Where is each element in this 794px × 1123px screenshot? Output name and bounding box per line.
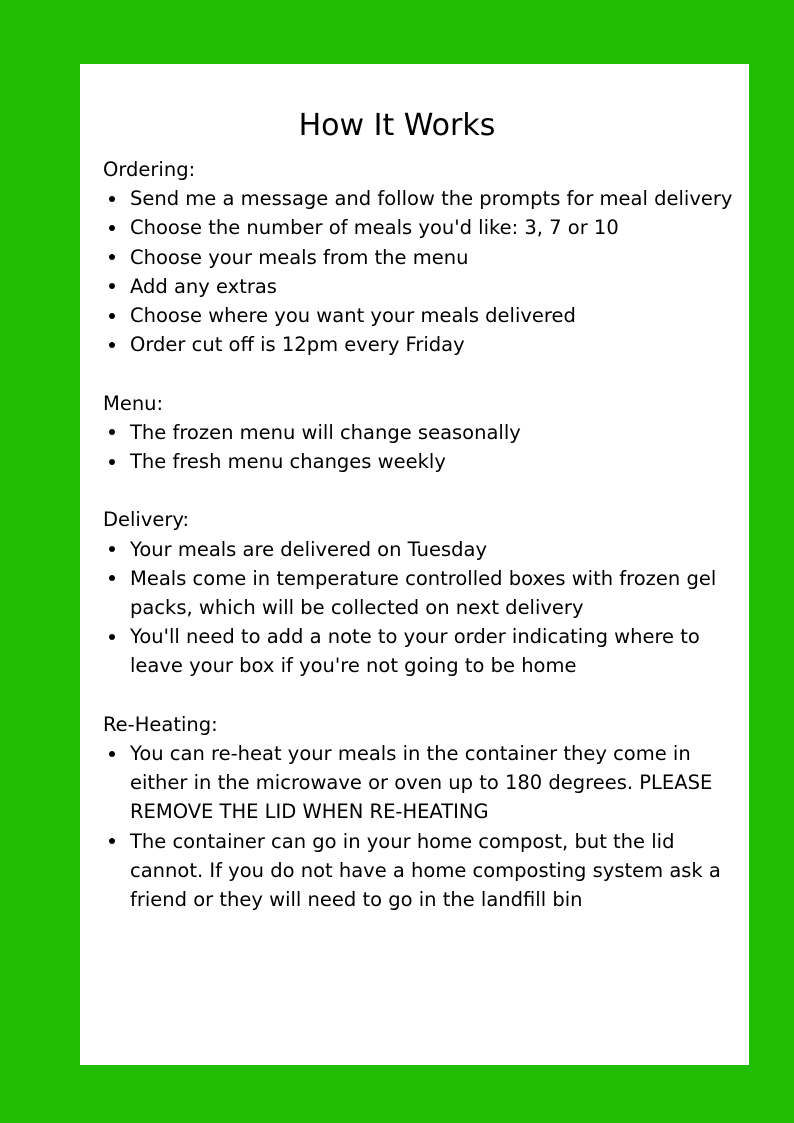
list-item-text: Choose the number of meals you'd like: 3, 7 or 10 bbox=[130, 216, 619, 240]
page-title: How It Works bbox=[298, 108, 496, 143]
list-item-text: Meals come in temperature controlled boxes with frozen gel packs, which will be collected on next delivery bbox=[130, 566, 717, 620]
delivery-list bbox=[103, 535, 733, 681]
list-item bbox=[103, 535, 733, 564]
list-item-text: Add any extras bbox=[130, 274, 277, 298]
list-item-text: Send me a message and follow the prompts for meal delivery bbox=[130, 187, 733, 211]
section-heading-reheating: Re-Heating: bbox=[103, 712, 218, 736]
content bbox=[103, 155, 733, 943]
bullet-icon bbox=[109, 283, 115, 289]
bullet-icon bbox=[109, 546, 115, 552]
section-ordering bbox=[103, 155, 733, 359]
menu-list bbox=[103, 418, 733, 476]
list-item bbox=[103, 213, 733, 242]
list-item-text: You'll need to add a note to your order indicating where to leave your box if you're not going to be home bbox=[130, 625, 700, 678]
list-item-text: The frozen menu will change seasonally bbox=[130, 420, 521, 444]
section-heading-menu: Menu: bbox=[103, 391, 164, 415]
list-item bbox=[103, 418, 733, 447]
list-item bbox=[103, 301, 733, 330]
bullet-icon bbox=[109, 429, 115, 435]
list-item bbox=[103, 827, 733, 915]
bullet-icon bbox=[109, 459, 115, 465]
section-menu bbox=[103, 389, 733, 477]
list-item bbox=[103, 243, 733, 272]
list-item bbox=[103, 184, 733, 213]
list-item bbox=[103, 272, 733, 301]
list-item bbox=[103, 739, 733, 827]
ordering-list bbox=[103, 184, 733, 359]
bullet-icon bbox=[109, 342, 115, 348]
bullet-icon bbox=[109, 254, 115, 260]
reheating-list bbox=[103, 739, 733, 914]
list-item-text: You can re-heat your meals in the container they come in either in the microwave or oven up to 180 degrees. PLEASE REMOVE THE LID WHEN RE-HEATING bbox=[130, 742, 713, 824]
bullet-icon bbox=[109, 313, 115, 319]
bullet-icon bbox=[109, 225, 115, 231]
bullet-icon bbox=[109, 196, 115, 202]
list-item bbox=[103, 622, 733, 680]
list-item-text: Choose where you want your meals delivered bbox=[130, 304, 576, 328]
list-item bbox=[103, 447, 733, 476]
section-heading-ordering: Ordering: bbox=[103, 158, 196, 181]
section-reheating bbox=[103, 710, 733, 914]
list-item-text: Your meals are delivered on Tuesday bbox=[130, 537, 488, 561]
bullet-icon bbox=[109, 575, 115, 581]
bullet-icon bbox=[109, 751, 115, 757]
section-heading-delivery: Delivery: bbox=[103, 508, 190, 532]
bullet-icon bbox=[109, 838, 115, 844]
bullet-icon bbox=[109, 634, 115, 640]
list-item-text: The container can go in your home compost, but the lid cannot. If you do not have a home composting system ask a friend or they will need to go in the landfill bin bbox=[130, 829, 721, 912]
list-item bbox=[103, 330, 733, 359]
section-delivery bbox=[103, 505, 733, 680]
list-item-text: Order cut off is 12pm every Friday bbox=[130, 333, 465, 357]
list-item bbox=[103, 564, 733, 622]
list-item-text: Choose your meals from the menu bbox=[130, 245, 469, 269]
list-item-text: The fresh menu changes weekly bbox=[130, 450, 446, 474]
